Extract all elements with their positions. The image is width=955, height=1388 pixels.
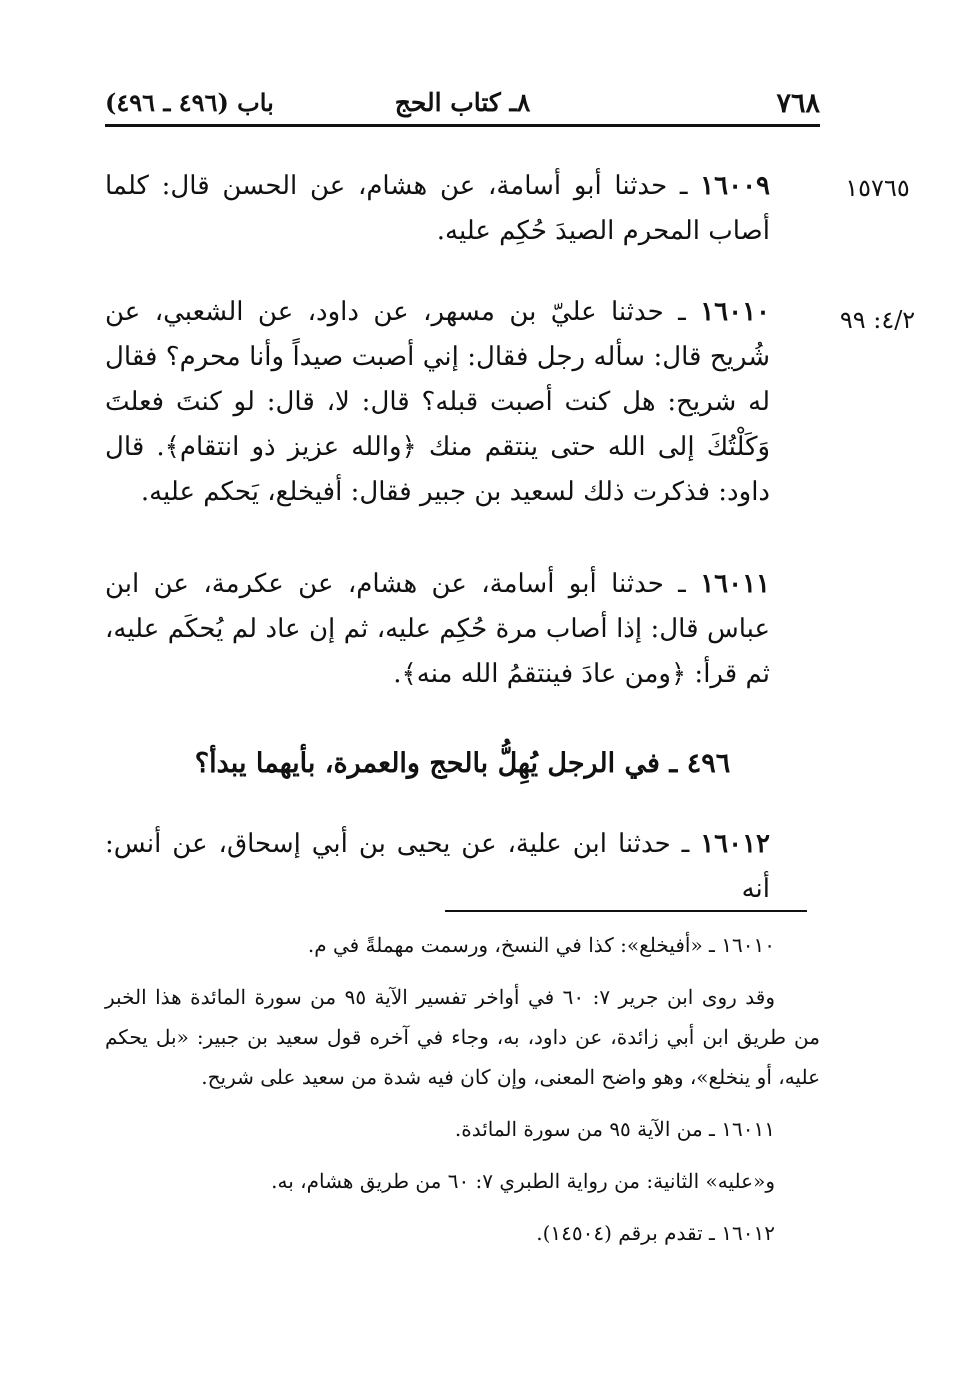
footnote-rule bbox=[445, 910, 807, 912]
footnote: ١٦٠١٢ ـ تقدم برقم (١٤٥٠٤). bbox=[536, 1221, 775, 1245]
hadith-number: ١٦٠١١ bbox=[700, 569, 771, 599]
hadith-text: ـ حدثنا أبو أسامة، عن هشام، عن الحسن قال: كلما أصاب المحرم الصيدَ حُكِم عليه. bbox=[105, 171, 770, 246]
chapter-range: باب (٤٩٦ ـ ٤٩٦) bbox=[105, 88, 274, 117]
margin-reference: ١٥٧٦٥ bbox=[845, 174, 910, 202]
running-header bbox=[105, 84, 820, 128]
hadith-entry bbox=[105, 562, 820, 697]
footnote: ١٦٠١١ ـ من الآية ٩٥ من سورة المائدة. bbox=[454, 1117, 775, 1141]
hadith-entry bbox=[105, 164, 820, 254]
hadith-text: ـ حدثنا عليّ بن مسهر، عن داود، عن الشعبي، عن شُريح قال: سأله رجل فقال: إني أصبت صيداً وأنا محرم؟ فقال له شريح: هل كنت أصبت قبله؟ قال: لا، قال: لو كنتَ فعلتَ وَكَلْتُكَ إلى الله حتى ينتقم منك ﴿والله عزيز ذو انتقام﴾. قال داود: فذكرت ذلك لسعيد بن جبير فقال: أفيخلع، يَحكم عليه. bbox=[105, 297, 770, 507]
section-heading: ٤٩٦ ـ في الرجل يُهِلُّ بالحج والعمرة، بأيهما يبدأ؟ bbox=[194, 748, 731, 779]
hadith-entry bbox=[105, 822, 820, 912]
footnote: وقد روى ابن جرير ٧: ٦٠ في أواخر تفسير الآية ٩٥ من سورة المائدة هذا الخبر من طريق ابن أبي زائدة، عن داود، به، وجاء في آخره قول سعيد بن جبير: «بل يحكم عليه، أو ينخلع»، وهو واضح المعنى، وإن كان فيه شدة من سعيد على شريح. bbox=[105, 985, 820, 1089]
hadith-number: ١٦٠١٠ bbox=[700, 297, 771, 327]
hadith-number: ١٦٠٠٩ bbox=[700, 171, 770, 201]
hadith-text: ـ حدثنا أبو أسامة، عن هشام، عن عكرمة، عن ابن عباس قال: إذا أصاب مرة حُكِم عليه، ثم إن عاد لم يُحكَم عليه، ثم قرأ: ﴿ومن عادَ فينتقمُ الله منه﴾. bbox=[105, 569, 770, 689]
book-title: ٨ـ كتاب الحج bbox=[394, 88, 531, 117]
header-rule bbox=[105, 124, 820, 127]
margin-reference: ٤/٢: ٩٩ bbox=[839, 306, 916, 334]
hadith-number: ١٦٠١٢ bbox=[700, 829, 771, 859]
footnote: ١٦٠١٠ ـ «أفيخلع»: كذا في النسخ، ورسمت مهملةً في م. bbox=[307, 933, 775, 957]
hadith-entry bbox=[105, 290, 820, 515]
footnote: و«عليه» الثانية: من رواية الطبري ٧: ٦٠ من طريق هشام، به. bbox=[271, 1169, 775, 1193]
footnotes bbox=[105, 925, 820, 1265]
page-number: ٧٦٨ bbox=[776, 88, 820, 119]
hadith-text: ـ حدثنا ابن علية، عن يحيى بن أبي إسحاق، عن أنس: أنه bbox=[105, 829, 770, 904]
